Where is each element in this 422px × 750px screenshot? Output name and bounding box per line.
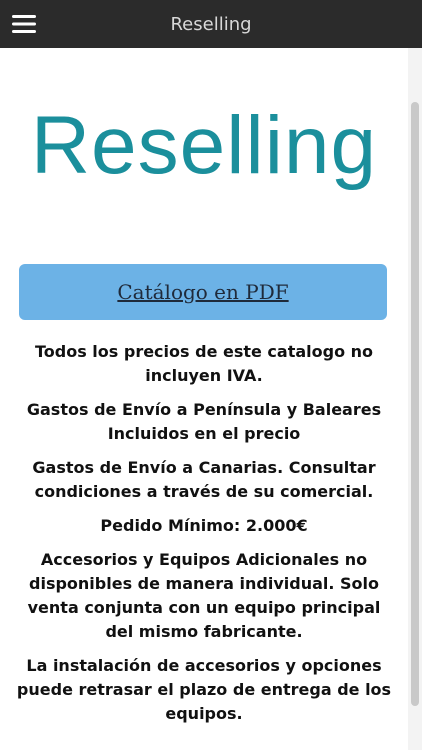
scrollbar-thumb[interactable] [411,102,419,706]
hamburger-menu-icon [12,14,36,34]
scrollbar-track[interactable] [408,48,422,750]
info-vat: Todos los precios de este catalogo no incluyen IVA. [34,342,374,385]
menu-button[interactable] [8,8,40,40]
pdf-catalog-link[interactable]: Catálogo en PDF [117,280,289,304]
reselling-logo: Reselling [30,100,378,191]
page-content [0,48,408,750]
info-accessories: Accesorios y Equipos Adicionales no disponibles de manera individual. Solo venta conjunta con un equipo principal del mismo fabricante. [27,550,381,641]
pdf-catalog-button[interactable] [19,264,387,320]
info-shipping-peninsula: Gastos de Envío a Península y Baleares Incluidos en el precio [26,400,382,443]
info-shipping-canarias: Gastos de Envío a Canarias. Consultar condiciones a través de su comercial. [32,458,376,501]
info-installation: La instalación de accesorios y opciones puede retrasar el plazo de entrega de los equipos. [16,656,392,723]
app-title: Reselling [170,13,252,35]
catalog-info [12,340,396,736]
top-app-bar [0,0,422,48]
info-minimum-order: Pedido Mínimo: 2.000€ [100,516,308,535]
